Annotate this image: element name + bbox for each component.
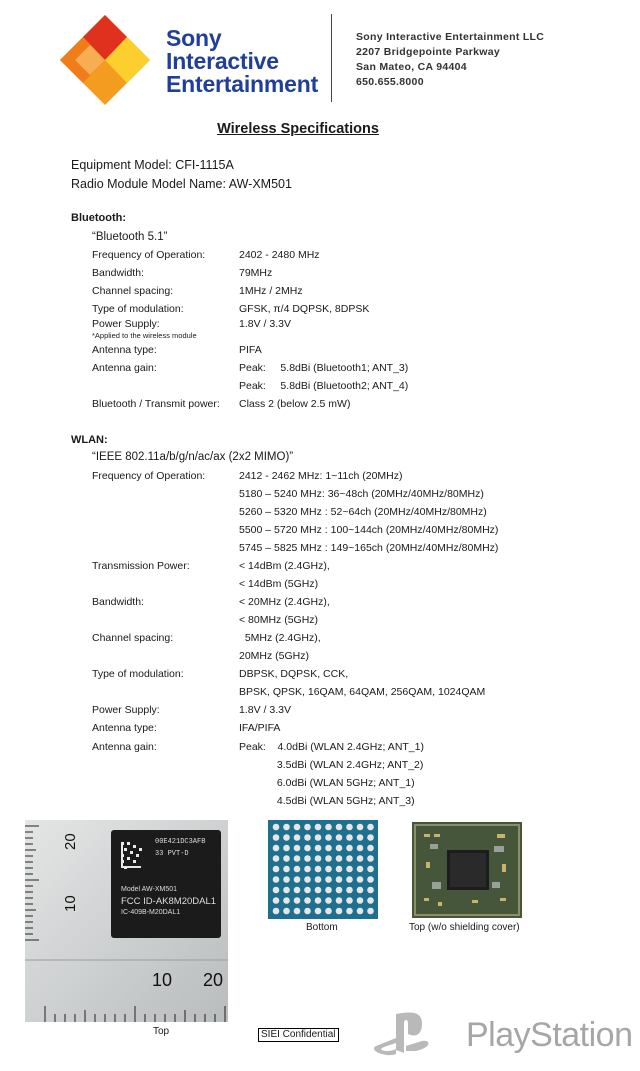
bga-pad [283,834,290,841]
bga-pad [325,897,332,904]
bga-pad [315,866,322,873]
bga-pad [325,876,332,883]
bga-pad [336,897,343,904]
bga-pad [315,887,322,894]
bga-pad [283,866,290,873]
bga-pad [336,824,343,831]
playstation-logo-icon [372,1010,436,1060]
bga-pad [336,876,343,883]
ruler-number: 10 [62,895,79,912]
spec-label: Transmission Power: [92,560,190,572]
spec-label: Bluetooth / Transmit power: [92,398,220,410]
spec-label: Frequency of Operation: [92,249,206,261]
bga-pad [315,845,322,852]
radio-module-name: Radio Module Model Name: AW-XM501 [71,177,292,191]
bga-pad [325,834,332,841]
bga-pad [294,866,301,873]
brand-name-line: Entertainment [166,71,319,97]
bga-pad [346,866,353,873]
bga-pad [325,866,332,873]
equipment-model: Equipment Model: CFI-1115A [71,158,234,172]
bga-pad [367,908,374,915]
bga-pad [273,834,280,841]
bga-pad [336,887,343,894]
confidential-label: SIEI Confidential [258,1028,339,1042]
bga-pad [304,834,311,841]
bga-pad [294,887,301,894]
spec-label: Channel spacing: [92,632,174,644]
spec-value: 1MHz / 2MHz [239,285,303,297]
bga-pad [346,845,353,852]
spec-value: < 80MHz (5GHz) [239,614,319,626]
spec-label: Antenna gain: [92,741,157,753]
bga-pad [346,876,353,883]
spec-label: Channel spacing: [92,285,174,297]
spec-label: Type of modulation: [92,303,184,315]
photo-caption-top-nocover: Top (w/o shielding cover) [409,922,520,933]
bga-pad [315,897,322,904]
bga-pad [357,908,364,915]
ruler-number: 20 [203,970,224,990]
spec-note: *Applied to the wireless module [92,331,197,340]
address-line: San Mateo, CA 94404 [356,61,467,73]
spec-value: 5180 – 5240 MHz: 36~48ch (20MHz/40MHz/80MHz) [239,488,484,500]
chip-label-line: 00E421DC3AFB [155,838,206,846]
spec-value: 5745 – 5825 MHz : 149~165ch (20MHz/40MHz/80MHz) [239,542,499,554]
address-line: Sony Interactive Entertainment LLC [356,31,545,43]
brand-name-line: Sony [166,25,222,51]
bga-pad [304,908,311,915]
bga-pad [346,887,353,894]
bga-pad [367,834,374,841]
bluetooth-heading: Bluetooth: [71,212,126,224]
bga-pad [304,824,311,831]
bga-pad [304,887,311,894]
bga-pad [283,887,290,894]
spec-value: 20MHz (5GHz) [239,650,310,662]
spec-value: 1.8V / 3.3V [239,704,291,716]
bga-pad [357,897,364,904]
spec-label: Frequency of Operation: [92,470,206,482]
spec-value: 1.8V / 3.3V [239,318,291,330]
bga-pad [304,845,311,852]
spec-value: IFA/PIFA [239,722,281,734]
bga-pad [336,908,343,915]
spec-value: 6.0dBi (WLAN 5GHz; ANT_1) [239,777,415,789]
photo-caption-bottom: Bottom [306,922,338,933]
bga-pad [273,876,280,883]
bga-pad [273,887,280,894]
bga-pad [273,855,280,862]
bga-pad [315,876,322,883]
spec-value: 2412 - 2462 MHz: 1~11ch (20MHz) [239,470,403,482]
bga-pad [294,855,301,862]
bga-pad [367,845,374,852]
spec-value: 5500 – 5720 MHz : 100~144ch (20MHz/40MHz/80MHz) [239,524,499,536]
bga-pad [283,855,290,862]
spec-value: DBPSK, DQPSK, CCK, [239,668,349,680]
bga-pad [346,834,353,841]
spec-value: 5MHz (2.4GHz), [239,632,321,644]
bga-pad [273,866,280,873]
bga-pad [294,897,301,904]
bga-pad [273,824,280,831]
bga-pad [315,834,322,841]
bga-pad [283,824,290,831]
spec-label: Bandwidth: [92,596,144,608]
spec-value: BPSK, QPSK, 16QAM, 64QAM, 256QAM, 1024QAM [239,686,486,698]
bga-pad [304,876,311,883]
bluetooth-standard: “Bluetooth 5.1” [92,231,168,243]
bga-pad [294,876,301,883]
spec-value: Peak: 5.8dBi (Bluetooth2; ANT_4) [239,380,409,392]
spec-label: Antenna type: [92,344,157,356]
bga-pad [273,845,280,852]
bga-pad [367,887,374,894]
address-line: 2207 Bridgepointe Parkway [356,46,501,58]
spec-value: Class 2 (below 2.5 mW) [239,398,351,410]
bga-pad [346,897,353,904]
bga-pad [336,845,343,852]
bga-pad [357,824,364,831]
chip-label-line: Model AW-XM501 [121,886,178,893]
bga-pad [336,866,343,873]
chip-label-line: 33 PVT-D [155,850,189,858]
bga-pad [346,824,353,831]
bga-pad [336,855,343,862]
bga-pad [325,908,332,915]
bga-pad [336,834,343,841]
spec-label: Type of modulation: [92,668,184,680]
bga-pad [367,855,374,862]
spec-value: 4.5dBi (WLAN 5GHz; ANT_3) [239,795,415,807]
bga-pad [367,866,374,873]
spec-value: < 20MHz (2.4GHz), [239,596,330,608]
bga-pad [283,845,290,852]
bga-pad [357,855,364,862]
bga-pad [325,824,332,831]
spec-value: 5260 – 5320 MHz : 52~64ch (20MHz/40MHz/80MHz) [239,506,487,518]
bga-pad [325,887,332,894]
spec-value: Peak: 4.0dBi (WLAN 2.4GHz; ANT_1) [239,741,424,753]
photo-caption-top: Top [153,1026,170,1037]
bga-pad [304,866,311,873]
bga-pad [315,908,322,915]
brand-name-line: Interactive [166,48,279,74]
spec-value: 3.5dBi (WLAN 2.4GHz; ANT_2) [239,759,424,771]
chip-label-line: IC-409B-M20DAL1 [121,909,181,916]
bga-pad [294,845,301,852]
bga-pad [357,845,364,852]
bga-pad [367,824,374,831]
bga-pad [294,824,301,831]
bga-pad [325,855,332,862]
chip-label-line: FCC ID-AK8M20DAL1 [121,896,217,907]
spec-value: < 14dBm (5GHz) [239,578,319,590]
spec-value: 2402 - 2480 MHz [239,249,320,261]
bga-pad [346,908,353,915]
spec-value: 79MHz [239,267,273,279]
bga-pad [315,855,322,862]
sie-logo-icon [60,15,150,105]
playstation-wordmark: PlayStation [466,1016,633,1054]
bga-pad [294,908,301,915]
bga-pad [346,855,353,862]
spec-value: GFSK, π/4 DQPSK, 8DPSK [239,303,370,315]
bga-pad [283,897,290,904]
spec-label: Antenna type: [92,722,157,734]
bga-pad [357,876,364,883]
bga-pad [367,876,374,883]
bga-pad [304,855,311,862]
bga-pad [273,908,280,915]
spec-label: Bandwidth: [92,267,144,279]
bga-pad [283,876,290,883]
page-title: Wireless Specifications [217,121,379,137]
bga-pad [315,824,322,831]
module-top-nocover-photo [412,822,522,918]
ruler-number: 20 [62,833,79,850]
address-line: 650.655.8000 [356,76,424,88]
bga-pad [357,866,364,873]
bga-pad [283,908,290,915]
wlan-standard: “IEEE 802.11a/b/g/n/ac/ax (2x2 MIMO)” [92,451,294,463]
letterhead-divider [331,14,332,102]
spec-value: PIFA [239,344,262,356]
bga-pad [304,897,311,904]
spec-value: < 14dBm (2.4GHz), [239,560,330,572]
ruler-number: 10 [152,970,173,990]
wlan-heading: WLAN: [71,434,108,446]
module-top-photo [25,820,228,1022]
bga-pad [325,845,332,852]
spec-value: Peak: 5.8dBi (Bluetooth1; ANT_3) [239,362,409,374]
bga-pad [367,897,374,904]
bga-pad [357,834,364,841]
spec-label: Antenna gain: [92,362,157,374]
module-bottom-photo [268,820,378,919]
bga-pad [357,887,364,894]
bga-pad [273,897,280,904]
spec-label: Power Supply: [92,704,160,716]
bga-pad [294,834,301,841]
spec-label: Power Supply: [92,318,160,330]
